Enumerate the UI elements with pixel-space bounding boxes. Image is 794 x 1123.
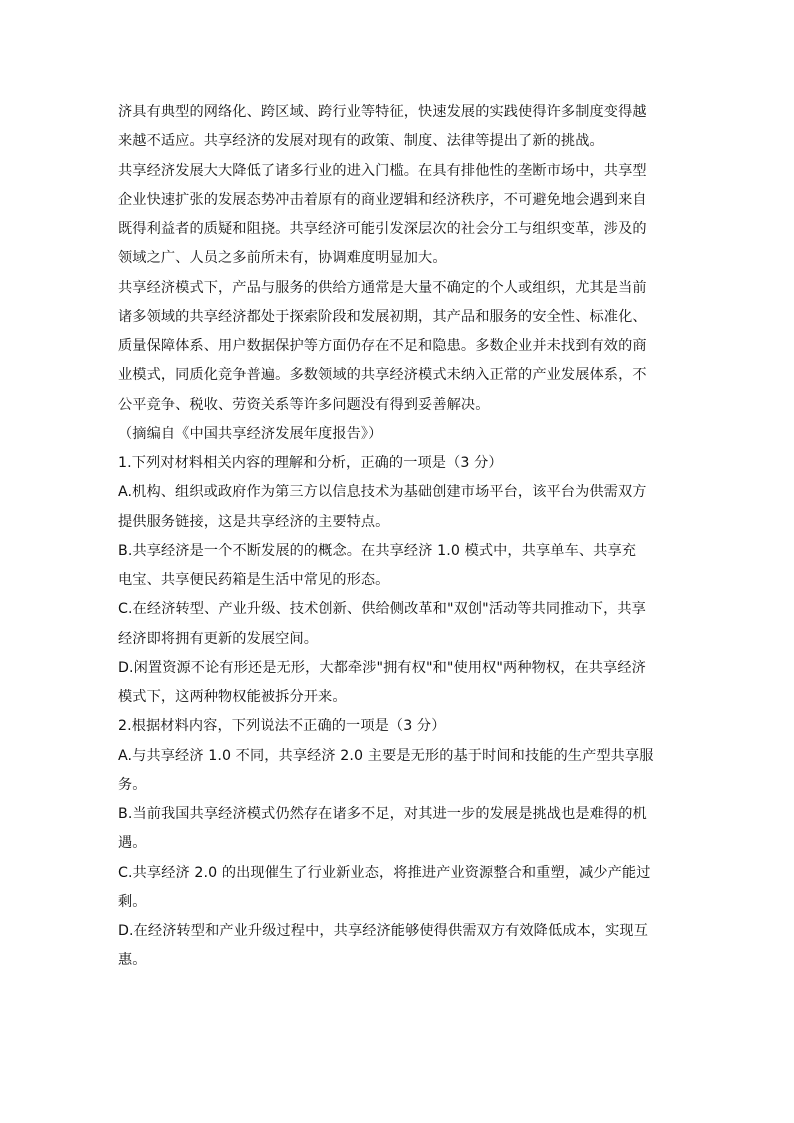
question-2-option-d: D.在经济转型和产业升级过程中，共享经济能够使得供需双方有效降低成本，实现互 [118,923,648,939]
question-2-option-c-cont: 剩。 [118,893,147,910]
question-2-option-c: C.共享经济 2.0 的出现催生了行业新业态，将推进产业资源整合和重塑，减少产能过 [118,864,651,881]
source-citation: （摘编自《中国共享经济发展年度报告》） [118,425,383,442]
question-1-option-a: A.机构、组织或政府作为第三方以信息技术为基础创建市场平台，该平台为供需双方 [118,484,647,501]
question-1-option-b-cont: 电宝、共享便民药箱是生活中常见的形态。 [118,572,390,588]
document-body [118,98,684,976]
question-1-option-a-cont: 提供服务链接，这是共享经济的主要特点。 [118,513,390,530]
text-line: 诸多领域的共享经济都处于探索阶段和发展初期，其产品和服务的安全性、标准化、 [118,308,647,325]
text-line: 质量保障体系、用户数据保护等方面仍存在不足和隐患。多数企业并未找到有效的商 [118,338,647,354]
text-line: 公平竞争、税收、劳资关系等许多问题没有得到妥善解决。 [118,396,490,413]
question-1-option-c: C.在经济转型、产业升级、技术创新、供给侧改革和"双创"活动等共同推动下，共享 [118,601,646,618]
question-1-option-d-cont: 模式下，这两种物权能被拆分开来。 [118,689,347,705]
question-1-option-c-cont: 经济即将拥有更新的发展空间。 [118,630,319,647]
question-1-stem: 1.下列对材料相关内容的理解和分析，正确的一项是（3 分） [118,455,503,471]
text-line: 济具有典型的网络化、跨区域、跨行业等特征，快速发展的实践使得许多制度变得越 [118,104,647,120]
text-line: 共享经济发展大大降低了诸多行业的进入门槛。在具有排他性的垄断市场中，共享型 [118,162,647,179]
text-line: 来越不适应。共享经济的发展对现有的政策、制度、法律等提出了新的挑战。 [118,133,604,150]
text-line: 业模式，同质化竞争普遍。多数领域的共享经济模式未纳入正常的产业发展体系，不 [118,367,647,384]
text-line: 共享经济模式下，产品与服务的供给方通常是大量不确定的个人或组织，尤其是当前 [118,279,647,296]
question-2-option-a: A.与共享经济 1.0 不同，共享经济 2.0 主要是无形的基于时间和技能的生产型共享服 [118,747,654,764]
question-2-option-a-cont: 务。 [118,776,147,793]
question-2-option-b-cont: 遇。 [118,835,147,852]
text-line: 既得利益者的质疑和阻挠。共享经济可能引发深层次的社会分工与组织变革，涉及的 [118,221,647,237]
question-2-option-d-cont: 惠。 [118,952,147,969]
question-1-option-b: B.共享经济是一个不断发展的的概念。在共享经济 1.0 模式中，共享单车、共享充 [118,542,637,559]
question-1-option-d: D.闲置资源不论有形还是无形，大都牵涉"拥有权"和"使用权"两种物权，在共享经济 [118,659,646,676]
text-line: 企业快速扩张的发展态势冲击着原有的商业逻辑和经济秩序，不可避免地会遇到来自 [118,191,647,208]
question-2-option-b: B.当前我国共享经济模式仍然存在诸多不足，对其进一步的发展是挑战也是难得的机 [118,806,647,822]
text-line: 领域之广、人员之多前所未有，协调难度明显加大。 [118,250,447,267]
question-2-stem: 2.根据材料内容，下列说法不正确的一项是（3 分） [118,718,446,735]
